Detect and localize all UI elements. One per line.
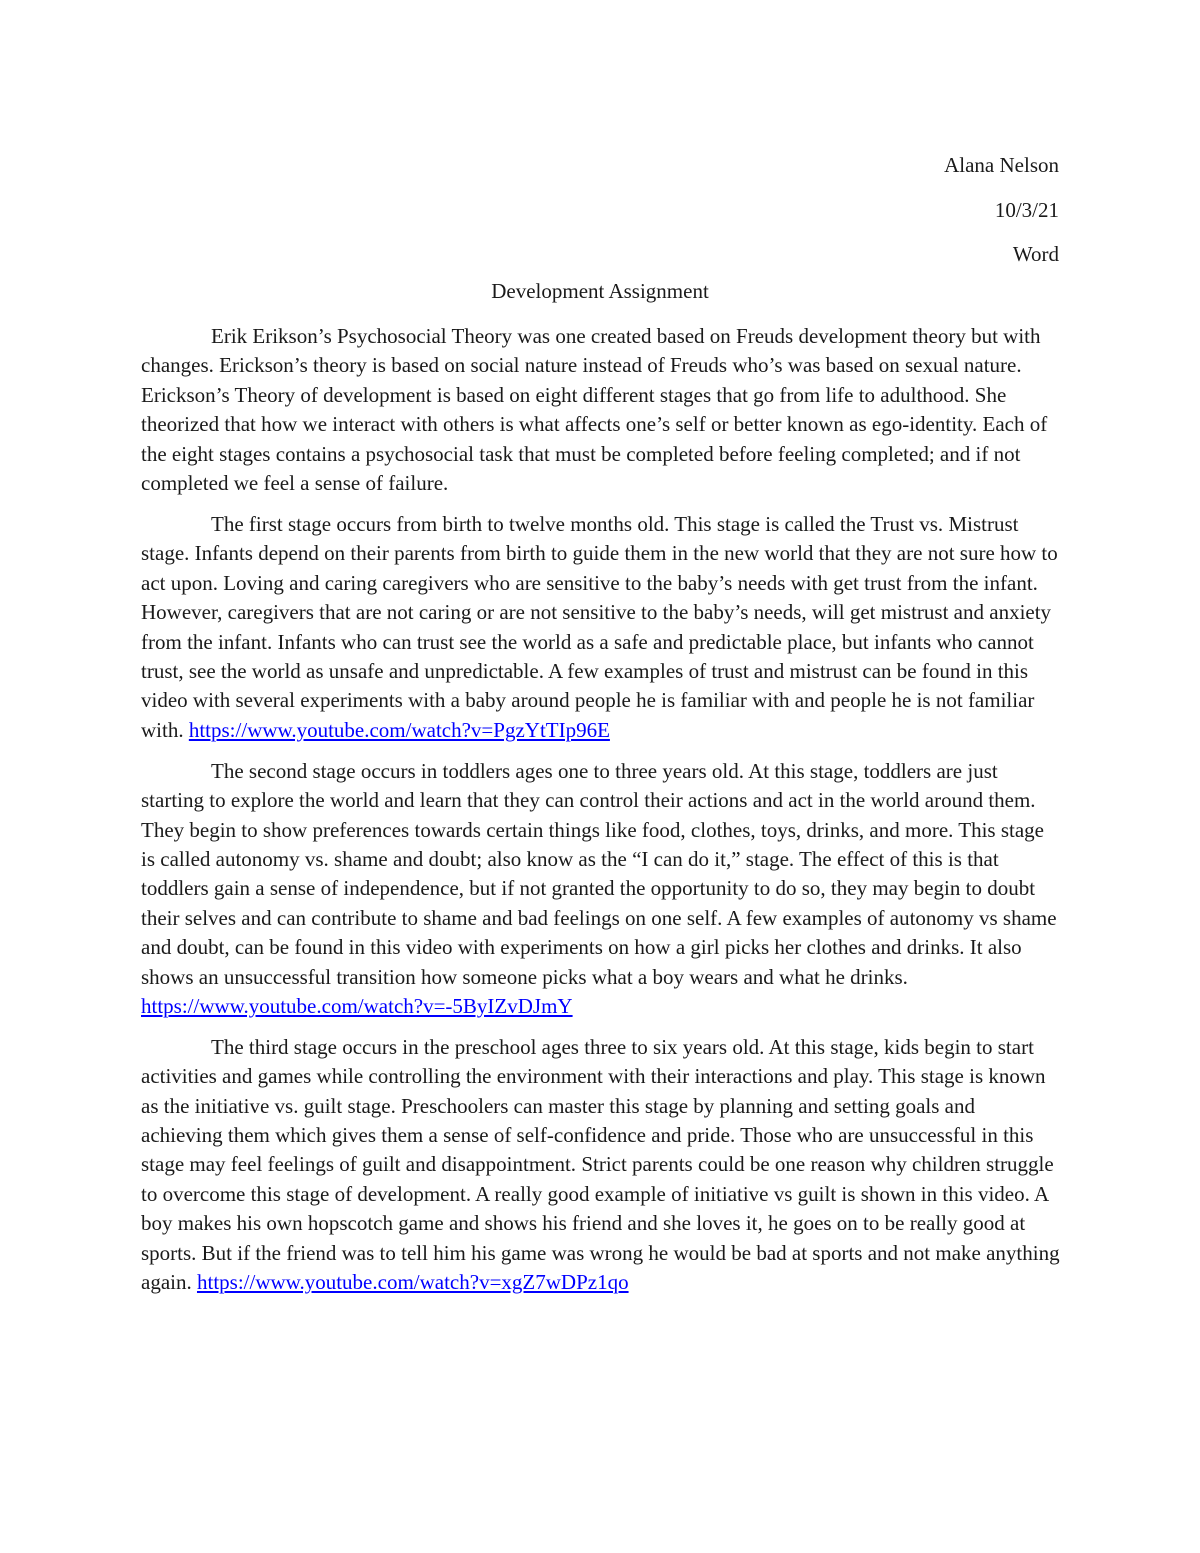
header-block — [944, 143, 1059, 277]
document-body — [141, 322, 1061, 1309]
paragraph-line: experiments with a baby around people he is familiar with and people he is not familiar with. — [141, 688, 1035, 742]
video-link-stage-three[interactable]: https://www.youtube.com/watch?v=xgZ7wDPz1qo — [196, 1270, 629, 1295]
video-link-stage-two[interactable]: https://www.youtube.com/watch?v=-5ByIZvDJmY — [141, 993, 573, 1018]
paragraph-line: on sexual nature. Erickson’s Theory of development is based on eight different stages that go — [141, 353, 1022, 407]
paragraph-line: Erik Erikson’s Psychosocial Theory was one created based on Freuds development theory — [211, 324, 966, 348]
paragraph-line: feelings on one self. A few examples of autonomy vs shame and doubt, can be found in this — [141, 905, 1057, 960]
paragraph-line: drinks, and more. This stage is called autonomy vs. shame and doubt; also know as the “I can do — [141, 817, 1044, 871]
paragraph-line: A really good example of initiative vs guilt is shown in this video. A boy makes his own — [141, 1181, 1048, 1236]
paragraph-line: pride. Those who are unsuccessful in this stage may feel feelings of guilt and disappointment. — [141, 1123, 1034, 1177]
document-title: Development Assignment — [491, 279, 709, 303]
video-link-stage-one[interactable]: https://www.youtube.com/watch?v=PgzYtTIp96E — [188, 717, 610, 742]
paragraph-line: Strict parents could be one reason why children struggle to overcome this stage of development. — [141, 1152, 1054, 1206]
paragraph-line: play. This stage is known as the initiative vs. guilt stage. Preschoolers can master this stage by — [141, 1064, 1046, 1118]
paragraph-line: needs with get trust from the infant. However, caregivers that are not caring or are not sensitive — [141, 570, 1038, 625]
paragraph-stage-two — [141, 757, 1061, 1022]
document-date: 10/3/21 — [994, 197, 1059, 222]
paragraph-line: if the friend was to tell him his game was wrong he would be bad at sports and not make — [237, 1240, 981, 1265]
paragraph-line: The second stage occurs in toddlers ages one to three years old. At this stage, toddlers are — [211, 758, 963, 783]
paragraph-line: from life to adulthood. She theorized that how we interact with others is what affects one’s self — [141, 382, 1007, 437]
paragraph-line: around them. They begin to show preferences towards certain things like food, clothes, toys, — [141, 788, 1036, 842]
header-label: Word — [1012, 242, 1059, 266]
paragraph-intro — [141, 322, 1061, 498]
paragraph-line: unpredictable. A few examples of trust and mistrust can be found in this video with several — [141, 658, 1029, 713]
paragraph-line: opportunity to do so, they may begin to doubt their selves and can contribute to shame and bad — [141, 876, 1036, 930]
paragraph-line: begin to start activities and games while controlling the environment with their interactions and — [141, 1034, 1034, 1089]
paragraph-line: planning and setting goals and achieving them which gives them a sense of self-confidence and — [141, 1093, 976, 1148]
paragraph-line: Mistrust stage. Infants depend on their parents from birth to guide them in the new world that — [141, 511, 1019, 566]
paragraph-line: just starting to explore the world and learn that they can control their actions and act in the world — [141, 758, 998, 813]
paragraph-line: video with experiments on how a girl picks her clothes and drinks. It also shows an unsuccessful — [141, 935, 1022, 989]
paragraph-stage-three — [141, 1033, 1061, 1298]
paragraph-line: transition how someone picks what a boy wears and what he drinks. — [336, 964, 908, 989]
paragraph-line: be completed before feeling completed; and if not completed we feel a sense of failure. — [141, 441, 1021, 496]
paragraph-line: world as a safe and predictable place, but infants who cannot trust, see the world as unsafe and — [141, 629, 1034, 683]
paragraph-line: hopscotch game and shows his friend and she loves it, he goes on to be really good at sports. But — [141, 1211, 1026, 1265]
paragraph-line: anything again. — [141, 1240, 1060, 1295]
paragraph-stage-one — [141, 510, 1061, 745]
paragraph-line: The third stage occurs in the preschool ages three to six years old. At this stage, kids — [211, 1034, 920, 1059]
paragraph-line: The first stage occurs from birth to twelve months old. This stage is called the Trust vs. — [211, 511, 944, 536]
author-name: Alana Nelson — [944, 153, 1059, 177]
paragraph-line: to the baby’s needs, will get mistrust and anxiety from the infant. Infants who can trust see the — [141, 600, 1052, 654]
paragraph-line: it,” stage. The effect of this is that toddlers gain a sense of independence, but if not granted the — [141, 846, 999, 901]
paragraph-line: but with changes. Erickson’s theory is based on social nature instead of Freuds who’s was based — [141, 324, 1041, 378]
paragraph-line: they are not sure how to act upon. Loving and caring caregivers who are sensitive to the baby’s — [141, 541, 1058, 595]
paragraph-line: or better known as ego-identity. Each of the eight stages contains a psychosocial task that must — [141, 412, 1048, 466]
